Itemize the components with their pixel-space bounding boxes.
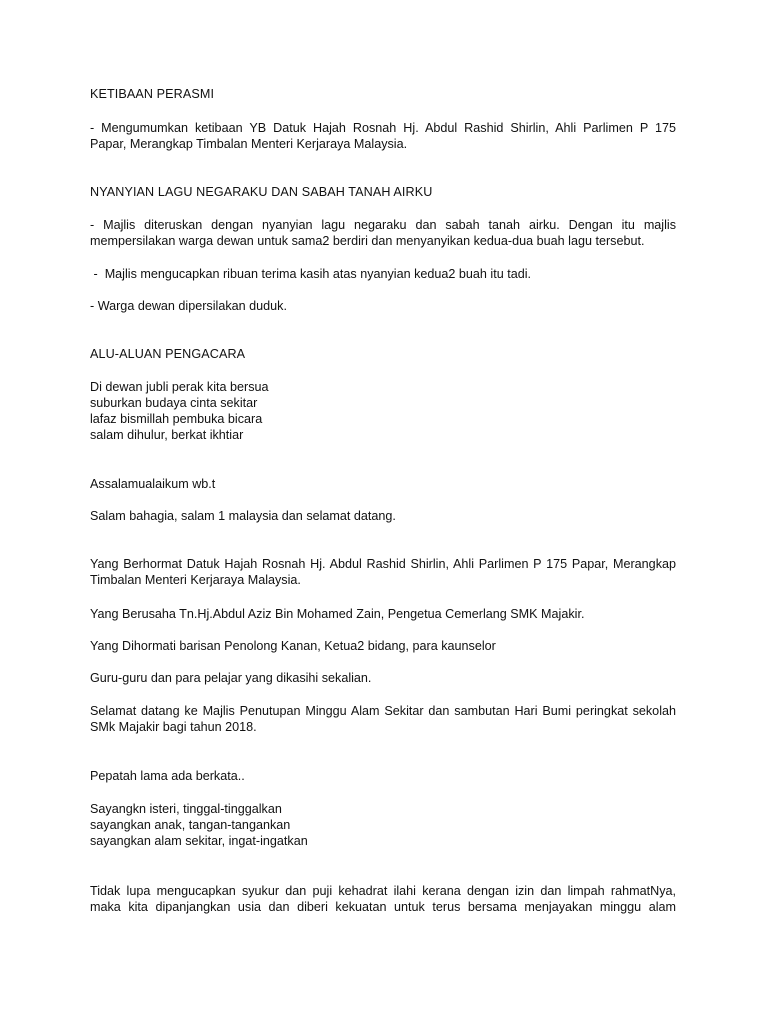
ketibaan-paragraph-line: Papar, Merangkap Timbalan Menteri Kerjaraya Malaysia. bbox=[90, 137, 408, 151]
selamat-paragraph-line: Selamat datang ke Majlis Penutupan Minggu Alam Sekitar dan sambutan Hari Bumi peringkat sekolah bbox=[90, 704, 676, 718]
poem-line: lafaz bismillah pembuka bicara bbox=[90, 412, 263, 426]
selamat-paragraph-line: SMk Majakir bagi tahun 2018. bbox=[90, 720, 257, 734]
berusaha-text: Yang Berusaha Tn.Hj.Abdul Aziz Bin Mohamed Zain, Pengetua Cemerlang SMK Majakir. bbox=[90, 607, 585, 621]
poem-line: salam dihulur, berkat ikhtiar bbox=[90, 428, 244, 442]
poem-line: sayangkan alam sekitar, ingat-ingatkan bbox=[90, 834, 308, 848]
ketibaan-paragraph-line: - Mengumumkan ketibaan YB Datuk Hajah Rosnah Hj. Abdul Rashid Shirlin, Ahli Parlimen P 175 bbox=[90, 121, 676, 135]
yb-paragraph-line: Timbalan Menteri Kerjaraya Malaysia. bbox=[90, 573, 301, 587]
dihormati-text: Yang Dihormati barisan Penolong Kanan, Ketua2 bidang, para kaunselor bbox=[90, 639, 496, 653]
greeting-text: Assalamualaikum wb.t bbox=[90, 477, 216, 491]
salam-text: Salam bahagia, salam 1 malaysia dan selamat datang. bbox=[90, 509, 396, 523]
nyanyian-thanks-paragraph: - Majlis mengucapkan ribuan terima kasih atas nyanyian kedua2 buah itu tadi. bbox=[90, 267, 532, 281]
poem-line: Sayangkn isteri, tinggal-tinggalkan bbox=[90, 802, 282, 816]
syukur-paragraph-line: maka kita dipanjangkan usia dan diberi kekuatan untuk terus bersama menjayakan minggu alam bbox=[90, 900, 676, 914]
poem-line: Di dewan jubli perak kita bersua bbox=[90, 380, 269, 394]
nyanyian-paragraph-line: mempersilakan warga dewan untuk sama2 berdiri dan menyanyikan kedua-dua buah lagu tersebut. bbox=[90, 234, 645, 248]
pepatah-text: Pepatah lama ada berkata.. bbox=[90, 769, 245, 783]
nyanyian-paragraph-line: - Majlis diteruskan dengan nyanyian lagu negaraku dan sabah tanah airku. Dengan itu majlis bbox=[90, 218, 676, 232]
heading-nyanyian-lagu: NYANYIAN LAGU NEGARAKU DAN SABAH TANAH AIRKU bbox=[90, 185, 433, 199]
heading-alu-aluan-pengacara: ALU-ALUAN PENGACARA bbox=[90, 347, 246, 361]
heading-ketibaan-perasmi: KETIBAAN PERASMI bbox=[90, 87, 215, 101]
guru-text: Guru-guru dan para pelajar yang dikasihi sekalian. bbox=[90, 671, 372, 685]
poem-line: suburkan budaya cinta sekitar bbox=[90, 396, 258, 410]
poem-line: sayangkan anak, tangan-tangankan bbox=[90, 818, 291, 832]
yb-paragraph-line: Yang Berhormat Datuk Hajah Rosnah Hj. Abdul Rashid Shirlin, Ahli Parlimen P 175 Papar, Merangkap bbox=[90, 557, 676, 571]
nyanyian-sit-paragraph: - Warga dewan dipersilakan duduk. bbox=[90, 299, 287, 313]
syukur-paragraph-line: Tidak lupa mengucapkan syukur dan puji kehadrat ilahi kerana dengan izin dan limpah rahmatNya, bbox=[90, 884, 676, 898]
